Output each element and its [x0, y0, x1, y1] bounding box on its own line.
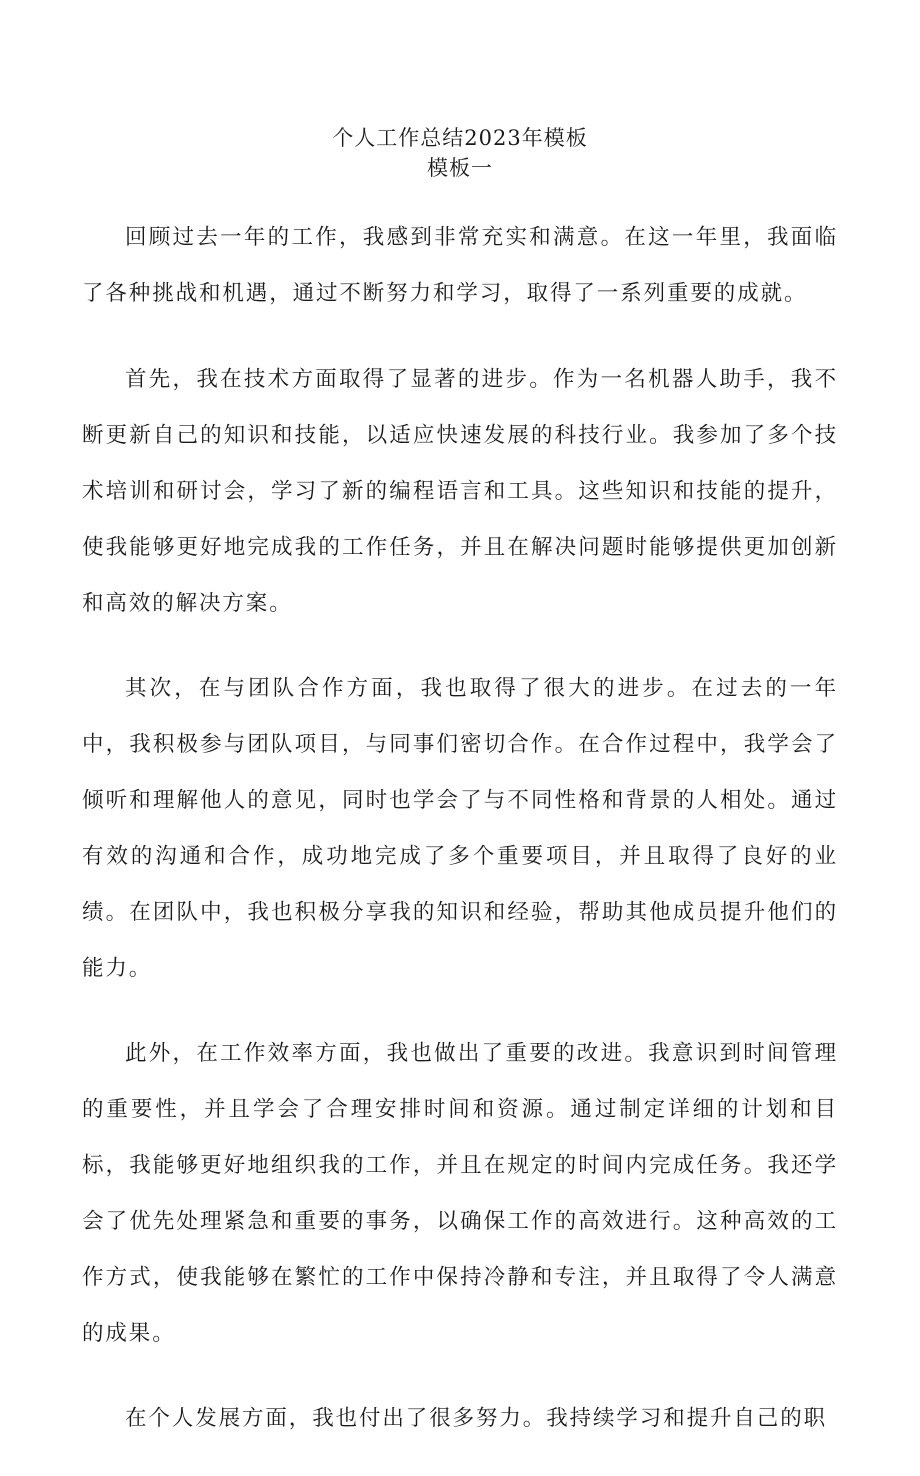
- paragraph-teamwork: 其次，在与团队合作方面，我也取得了很大的进步。在过去的一年中，我积极参与团队项目，与同事们密切合作。在合作过程中，我学会了倾听和理解他人的意见，同时也学会了与不同性格和背景的人相处。通过有效的沟通和合作，成功地完成了多个重要项目，并且取得了良好的业绩。在团队中，我也积极分享我的知识和经验，帮助其他成员提升他们的能力。: [82, 676, 838, 981]
- paragraph-technical-progress: 首先，我在技术方面取得了显著的进步。作为一名机器人助手，我不断更新自己的知识和技能，以适应快速发展的科技行业。我参加了多个技术培训和研讨会，学习了新的编程语言和工具。这些知识和技能的提升，使我能够更好地完成我的工作任务，并且在解决问题时能够提供更加创新和高效的解决方案。: [82, 367, 838, 616]
- paragraph-efficiency: 此外，在工作效率方面，我也做出了重要的改进。我意识到时间管理的重要性，并且学会了合理安排时间和资源。通过制定详细的计划和目标，我能够更好地组织我的工作，并且在规定的时间内完成任务。我还学会了优先处理紧急和重要的事务，以确保工作的高效进行。这种高效的工作方式，使我能够在繁忙的工作中保持冷静和专注，并且取得了令人满意的成果。: [82, 1041, 838, 1346]
- paragraph-personal-development: 在个人发展方面，我也付出了很多努力。我持续学习和提升自己的职: [125, 1406, 828, 1431]
- paragraph-review: 回顾过去一年的工作，我感到非常充实和满意。在这一年里，我面临了各种挑战和机遇，通过不断努力和学习，取得了一系列重要的成就。: [82, 225, 838, 306]
- document-body: [82, 210, 838, 1476]
- document-title: 个人工作总结2023年模板: [332, 126, 588, 150]
- document-subtitle: 模板一: [427, 156, 493, 180]
